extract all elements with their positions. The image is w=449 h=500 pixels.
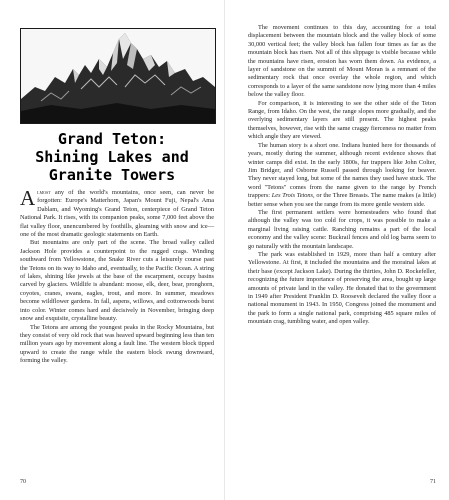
italic-phrase: Les Trois Tetons, [271, 192, 315, 200]
left-column-text [20, 186, 214, 366]
page-number-right: 71 [430, 479, 436, 485]
mountain-range-illustration [20, 28, 216, 124]
paragraph: The movement continues to this day, accounting for a total displacement between the mountain block and the valley block of some 30,000 vertical feet; the valley block has fallen four times as far as the mountain block has risen. Not all of this slippage is visible because while the mountains have risen, erosion has worn them down. As evidence, a layer of sandstone on the summit of Mount Moran is a remnant of the sedimentary rock that once overlay the whole region, and which corresponds to a layer of the same sandstone now lying more than 4 miles below the valley floor. [248, 24, 436, 99]
title-line-2: Shining Lakes and [35, 148, 189, 166]
title-line-3: Granite Towers [48, 166, 176, 184]
right-page [224, 0, 449, 500]
first-words: lmost [37, 189, 51, 196]
paragraph: For comparison, it is interesting to see the other side of the Teton Range, from Idaho. On the west, the range slopes more gradually, and the overlying sedimentary layers are still present. The highest peaks themselves, however, rise with the same craggy fierceness no matter from which angle they are viewed. [248, 99, 436, 141]
paragraph: The Tetons are among the youngest peaks in the Rocky Mountains, but they consist of very old rock that was heaved upward beginning less than ten million years ago by movement along a fault line. The western block tipped upward to create the range while the eastern block swung downward, forming the valley. [20, 323, 214, 365]
paragraph: The first permanent settlers were homesteaders who found that although the valley was too cold for crops, it was possible to make a marginal living raising cattle. Ranching remains a part of the local economy and the valley scene: Buckrail fences and old log barns seem to go naturally with the mountain landscape. [248, 208, 436, 250]
paragraph: The park was established in 1929, more than half a century after Yellowstone. At first, it included the mountains and the morainal lakes at their base (except Jackson Lake). During the thirties, John D. Rockefeller, recognizing the future importance of preserving the area, bought up large amounts of private land in the valley. He donated that to the government in 1949 after President Franklin D. Roosevelt declared the valley floor a national monument in 1943. In 1950, Congress joined the monument and the park to form a single national park, comprising 485 square miles of mountain crag, tumbling water, and open valley. [248, 250, 436, 326]
paragraph [248, 142, 436, 209]
paragraph [20, 186, 214, 239]
paragraph-text: The human story is a short one. Indians hunted here for thousands of years, mostly during the summer, although recent evidence shows that winter camps did exist. In the early 1800s, fur trappers like John Colter, Jim Bridger, and Osborne Russell passed through looking for beaver. They never stayed long, but some of the names they used have stuck. The word "Tetons" comes from the name given to the range by French trappers: [248, 141, 436, 200]
article-title [10, 130, 214, 184]
right-column-text [248, 24, 436, 327]
title-line-1: Grand Teton: [57, 130, 167, 148]
mountain-icon [21, 29, 215, 123]
paragraph-text: or the Three Breasts. The name makes (a little) better sense when you see the range from its more gentle western side. [248, 192, 437, 208]
paragraph-text: any of the world's mountains, once seen, can never be forgotten: Europe's Matterhorn, Japan's Mount Fuji, Nepal's Ama Dablam, and Wyoming's Grand Teton, centerpiece of Grand Teton National Park. It rises, with its companion peaks, some 7,000 feet above the flat valley floor, unencumbered by foothills, gleaming with snow and ice—one of the most dramatic geologic statements on Earth. [20, 189, 214, 239]
drop-cap: A [20, 186, 36, 210]
page-number-left: 70 [20, 479, 26, 485]
left-page [0, 0, 224, 500]
paragraph: But mountains are only part of the scene. The broad valley called Jackson Hole provides a counterpoint to the rugged crags. Winding southward from Yellowstone, the Snake River cuts a leisurely course past the Tetons on its way to Idaho and, eventually, to the Pacific Ocean. A string of lakes, shining like jewels at the base of the escarpment, occupy basins carved by glaciers. Wildlife is abundant: moose, elk, deer, bear, pronghorn, coyotes, cranes, swans, eagles, trout, and more. In summer, meadows become wildflower gardens. In fall, aspens, willows, and cottonwoods burst into color. Winter comes hard and decisively in November, bringing deep snow and exquisite, crystalline beauty. [20, 239, 214, 323]
